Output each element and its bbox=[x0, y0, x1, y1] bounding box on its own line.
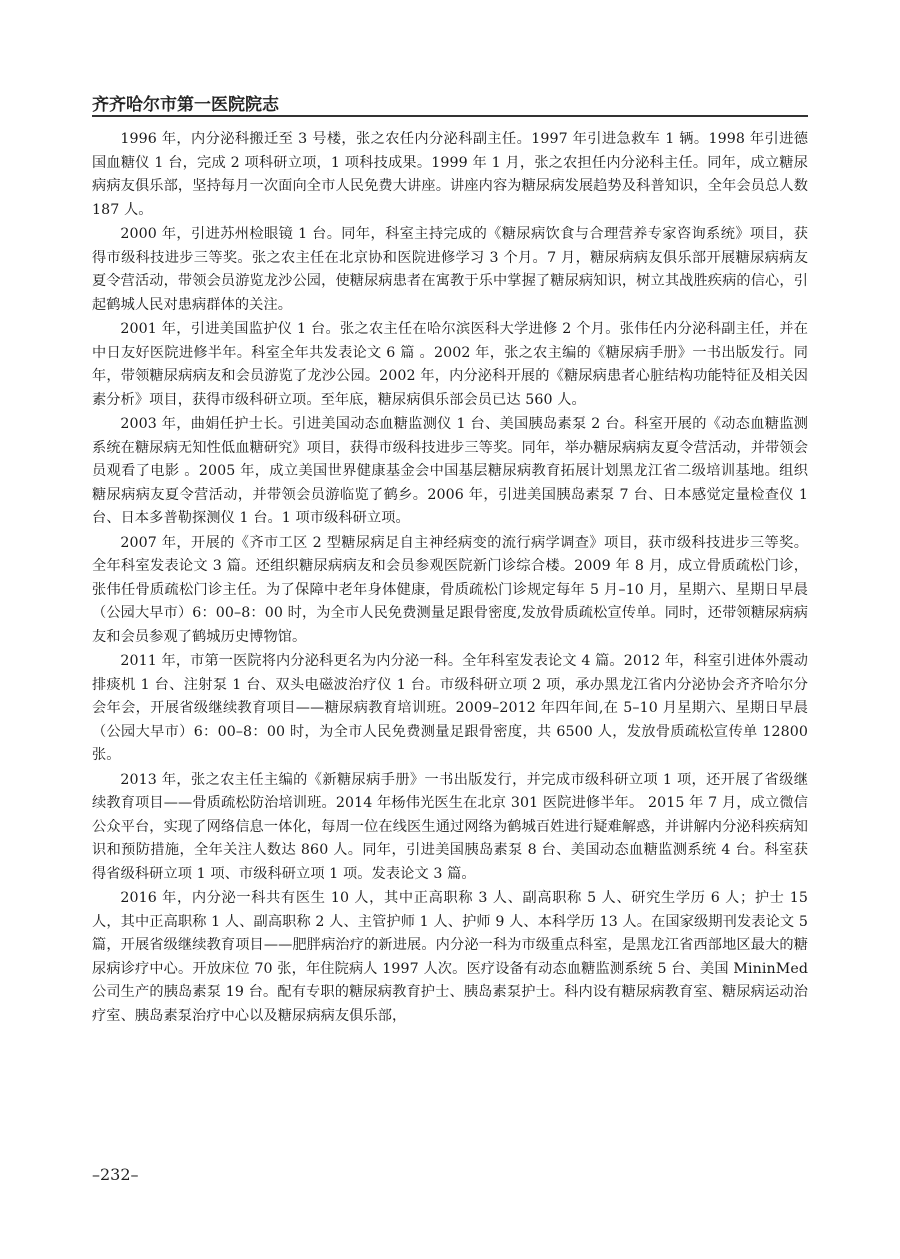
paragraph-2016: 2016 年，内分泌一科共有医生 10 人，其中正高职称 3 人、副高职称 5 人、研究生学历 6 人；护士 15 人，其中正高职称 1 人、副高职称 2 人、主管护师 1 人、护师 9 人、本科学历 13 人。在国家级期刊发表论文 5 篇，开展省级继续教育项目——肥胖病治疗的新进展。内分泌一科为市级重点科室，是黑龙江省西部地区最大的糖尿病诊疗中心。开放床位 70 张，年住院病人 1997 人次。医疗设备有动态血糖监测系统 5 台、美国 MininMed 公司生产的胰岛素泵 19 台。配有专职的糖尿病教育护士、胰岛素泵护士。科内设有糖尿病教育室、糖尿病运动治疗室、胰岛素泵治疗中心以及糖尿病病友俱乐部， bbox=[92, 890, 808, 1024]
paragraph-2013: 2013 年，张之农主任主编的《新糖尿病手册》一书出版发行，并完成市级科研立项 1 项，还开展了省级继续教育项目——骨质疏松防治培训班。2014 年杨伟光医生在北京 301 医院进修半年。 2015 年 7 月，成立微信公众平台，实现了网络信息一体化，每周一位在线医生通过网络为鹤城百姓进行疑难解惑，并讲解内分泌科疾病知识和预防措施，全年关注人数达 860 人。同年，引进美国胰岛素泵 8 台、美国动态血糖监测系统 4 台。科室获得省级科研立项 1 项、市级科研立项 1 项。发表论文 3 篇。 bbox=[92, 771, 808, 882]
page-number: –232– bbox=[92, 1165, 139, 1184]
body-text bbox=[92, 128, 808, 1029]
paragraph-2011: 2011 年，市第一医院将内分泌科更名为内分泌一科。全年科室发表论文 4 篇。2012 年，科室引进体外震动排痰机 1 台、注射泵 1 台、双头电磁波治疗仪 1 台。市级科研立项 2 项，承办黑龙江省内分泌协会齐齐哈尔分会年会，开展省级继续教育项目——糖尿病教育培训班。2009–2012 年四年间,在 5–10 月星期六、星期日早晨（公园大早市）6：00–8：00 时，为全市人民免费测量足跟骨密度，共 6500 人，发放骨质疏松宣传单 12800 张。 bbox=[92, 653, 808, 763]
paragraph-1996: 1996 年，内分泌科搬迁至 3 号楼，张之农任内分泌科副主任。1997 年引进急救车 1 辆。1998 年引进德国血糖仪 1 台，完成 2 项科研立项，1 项科技成果。1999 年 1 月，张之农担任内分泌科主任。同年，成立糖尿病病友俱乐部，坚持每月一次面向全市人民免费大讲座。讲座内容为糖尿病发展趋势及科普知识，全年会员总人数 187 人。 bbox=[92, 131, 808, 218]
paragraph-2003: 2003 年，曲娟任护士长。引进美国动态血糖监测仪 1 台、美国胰岛素泵 2 台。科室开展的《动态血糖监测系统在糖尿病无知性低血糖研究》项目，获得市级科技进步三等奖。同年，举办糖尿病病友夏令营活动，并带领会员观看了电影 。2005 年，成立美国世界健康基金会中国基层糖尿病教育拓展计划黑龙江省二级培训基地。组织糖尿病病友夏令营活动，并带领会员游临览了鹤乡。2006 年，引进美国胰岛素泵 7 台、日本感觉定量检查仪 1 台、日本多普勒探测仪 1 台。1 项市级科研立项。 bbox=[92, 416, 808, 526]
paragraph-2000: 2000 年，引进苏州检眼镜 1 台。同年，科室主持完成的《糖尿病饮食与合理营养专家咨询系统》项目，获得市级科技进步三等奖。张之农主任在北京协和医院进修学习 3 个月。7 月，糖尿病病友俱乐部开展糖尿病病友夏令营活动，带领会员游览龙沙公园，使糖尿病患者在寓教于乐中掌握了糖尿病知识，树立其战胜疾病的信心，引起鹤城人民对患病群体的关注。 bbox=[92, 226, 808, 313]
running-header-title: 齐齐哈尔市第一医院院志 bbox=[92, 95, 279, 115]
header-rule bbox=[92, 115, 808, 117]
paragraph-2001: 2001 年，引进美国监护仪 1 台。张之农主任在哈尔滨医科大学进修 2 个月。张伟任内分泌科副主任，并在中日友好医院进修半年。科室全年共发表论文 6 篇 。2002 年，张之农主编的《糖尿病手册》一书出版发行。同年，带领糖尿病病友和会员游览了龙沙公园。2002 年，内分泌科开展的《糖尿病患者心脏结构功能特征及相关因素分析》项目，获得市级科研立项。至年底，糖尿病俱乐部会员已达 560 人。 bbox=[92, 321, 808, 408]
paragraph-2007: 2007 年，开展的《齐市工区 2 型糖尿病足自主神经病变的流行病学调查》项目，获市级科技进步三等奖。全年科室发表论文 3 篇。还组织糖尿病病友和会员参观医院新门诊综合楼。2009 年 8 月，成立骨质疏松门诊，张伟任骨质疏松门诊主任。为了保障中老年身体健康，骨质疏松门诊规定每年 5 月–10 月，星期六、星期日早晨（公园大早市）6：00–8：00 时，为全市人民免费测量足跟骨密度,发放骨质疏松宣传单。同时，还带领糖尿病病友和会员参观了鹤城历史博物馆。 bbox=[92, 534, 808, 645]
